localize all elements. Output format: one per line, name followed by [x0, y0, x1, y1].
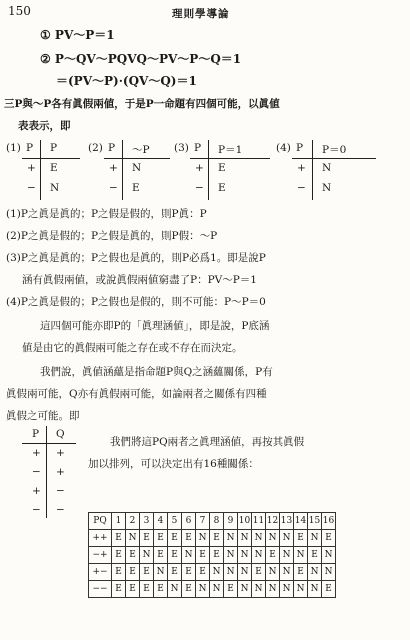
table-cell: − — [27, 182, 36, 194]
table-cell: + — [195, 162, 204, 174]
table-cell: N — [252, 547, 266, 564]
table-id: (1) — [6, 142, 21, 154]
equation-2: ② P～QV～PQVQ～PV～P～Q＝1 — [40, 52, 242, 66]
table-cell: N — [238, 530, 252, 547]
para3-line-2: 加以排列，可以決定出有16種關係： — [88, 458, 259, 470]
table-cell: N — [182, 547, 196, 564]
table-cell: N — [308, 564, 322, 581]
table-row — [89, 564, 336, 581]
table-cell: E — [210, 547, 224, 564]
table-cell: E — [126, 581, 140, 598]
table-col-2: ～P — [132, 144, 150, 156]
table-cell: E — [322, 530, 336, 547]
running-title: 理則學導論 — [172, 8, 230, 20]
table-cell: + — [109, 162, 118, 174]
table-cell: N — [238, 547, 252, 564]
table-cell: E — [224, 581, 238, 598]
table-cell: − — [195, 182, 204, 194]
case-line-3: (3)P之眞是眞的；P之假也是眞的，則P必爲1。即是說P — [6, 252, 266, 264]
table-row — [89, 547, 336, 564]
table-cell: E — [140, 581, 154, 598]
para2-line-1: 我們說，眞値涵蘊是指命題P與Q之涵蘊關係，P有 — [40, 366, 273, 378]
table-cell: E — [154, 530, 168, 547]
table-cell: N — [238, 564, 252, 581]
table-cell: N — [280, 564, 294, 581]
table-cell: 7 — [196, 513, 210, 530]
row-label-cell: −− — [89, 581, 112, 598]
table-col-1: P — [194, 142, 202, 154]
table-cell: 13 — [280, 513, 294, 530]
case-line-4: 涵有眞假兩値，或說眞假兩値窮盡了P：PV～P＝1 — [22, 274, 257, 286]
table-cell: E — [252, 564, 266, 581]
page-number: 150 — [8, 4, 31, 18]
table-cell: E — [112, 564, 126, 581]
table-cell: E — [168, 530, 182, 547]
table-cell: 3 — [140, 513, 154, 530]
table-cell: E — [196, 564, 210, 581]
table-cell: E — [182, 581, 196, 598]
table-cell: N — [168, 581, 182, 598]
table-id: (2) — [88, 142, 103, 154]
table-cell: N — [322, 182, 332, 194]
table-col-2: P＝0 — [322, 144, 347, 156]
table-cell: + — [56, 447, 65, 459]
table-cell: N — [252, 530, 266, 547]
table-cell: N — [280, 530, 294, 547]
table-id: (3) — [174, 142, 189, 154]
table-cell: N — [294, 547, 308, 564]
table-cell: N — [50, 182, 60, 194]
table-cell: 6 — [182, 513, 196, 530]
table-cell: E — [182, 530, 196, 547]
table-cell: E — [168, 564, 182, 581]
table-cell: N — [154, 564, 168, 581]
table-col-1: P — [296, 142, 304, 154]
table-cell: N — [224, 530, 238, 547]
table-cell: E — [168, 547, 182, 564]
table-row — [89, 581, 336, 598]
case-line-7: 値是由它的眞假兩可能之存在或不存在而決定。 — [22, 342, 243, 354]
table-cell: E — [182, 564, 196, 581]
table-cell: E — [132, 182, 140, 194]
table-cell: N — [308, 530, 322, 547]
table-cell: N — [196, 581, 210, 598]
table-cell: E — [140, 564, 154, 581]
table-cell: E — [126, 547, 140, 564]
table-col-2: Q — [56, 428, 65, 440]
case-line-5: (4)P之眞是假的；P之假也是假的，則不可能：P～P＝0 — [6, 296, 266, 308]
table-col-1: P — [32, 428, 40, 440]
table-col-1: P — [108, 142, 116, 154]
table-cell: N — [280, 581, 294, 598]
table-cell: N — [294, 581, 308, 598]
intro-line-1: 三P與～P各有眞假兩値，于是P一命題有四個可能，以眞値 — [4, 98, 280, 110]
table-cell: E — [140, 530, 154, 547]
table-header-row — [89, 513, 336, 530]
table-cell: N — [322, 162, 332, 174]
table-cell: 11 — [252, 513, 266, 530]
table-cell: − — [109, 182, 118, 194]
table-cell: N — [132, 162, 142, 174]
table-col-2: P＝1 — [218, 144, 243, 156]
table-cell: E — [196, 547, 210, 564]
table-cell: N — [196, 530, 210, 547]
table-cell: + — [32, 485, 41, 497]
table-cell: N — [322, 564, 336, 581]
table-cell: − — [56, 504, 65, 516]
table-cell: E — [308, 547, 322, 564]
table-cell: + — [56, 466, 65, 478]
table-cell: E — [154, 547, 168, 564]
table-cell: 4 — [154, 513, 168, 530]
table-cell: E — [112, 547, 126, 564]
table-cell: N — [322, 547, 336, 564]
table-id: (4) — [276, 142, 291, 154]
case-line-1: (1)P之眞是眞的；P之假是假的，則P眞：P — [6, 208, 207, 220]
table-cell: N — [252, 581, 266, 598]
row-label-cell: +− — [89, 564, 112, 581]
table-cell: E — [266, 547, 280, 564]
equation-3: ＝(PV～P)·(QV～Q)＝1 — [56, 74, 197, 88]
table-cell: N — [224, 547, 238, 564]
table-cell: + — [27, 162, 36, 174]
table-cell: − — [32, 504, 41, 516]
table-cell: − — [56, 485, 65, 497]
case-line-2: (2)P之眞是假的；P之假是眞的，則P假：～P — [6, 230, 218, 242]
table-cell: E — [112, 581, 126, 598]
table-cell: N — [210, 564, 224, 581]
para2-line-2: 眞假兩可能，Q亦有眞假兩可能，如論兩者之關係有四種 — [6, 388, 267, 400]
table-cell: E — [210, 530, 224, 547]
table-cell: + — [297, 162, 306, 174]
table-cell: 10 — [238, 513, 252, 530]
table-cell: − — [32, 466, 41, 478]
table-cell: N — [140, 547, 154, 564]
table-cell: N — [126, 530, 140, 547]
table-cell: N — [266, 581, 280, 598]
equation-1: ① PV～P＝1 — [40, 28, 115, 42]
relations-table — [88, 512, 336, 598]
table-col-2: P — [50, 142, 58, 154]
table-cell: 5 — [168, 513, 182, 530]
para3-line-1: 我們將這PQ兩者之眞理涵値，再按其眞假 — [110, 436, 305, 448]
table-cell: E — [112, 530, 126, 547]
case-line-6: 這四個可能亦即P的「眞理涵値」，即是說，P底涵 — [40, 320, 270, 332]
table-cell: E — [322, 581, 336, 598]
para2-line-3: 眞假之可能。即 — [6, 410, 80, 422]
table-cell: E — [154, 581, 168, 598]
intro-line-2: 表表示，即 — [18, 120, 71, 132]
table-cell: N — [238, 581, 252, 598]
table-cell: 12 — [266, 513, 280, 530]
table-cell: 15 — [308, 513, 322, 530]
table-cell: E — [218, 162, 226, 174]
table-cell: N — [266, 564, 280, 581]
table-cell: N — [224, 564, 238, 581]
table-cell: E — [294, 530, 308, 547]
table-cell: E — [218, 182, 226, 194]
table-cell: N — [210, 581, 224, 598]
table-cell: − — [297, 182, 306, 194]
table-cell: + — [32, 447, 41, 459]
table-cell: E — [294, 564, 308, 581]
table-cell: 16 — [322, 513, 336, 530]
table-cell: 9 — [224, 513, 238, 530]
table-col-1: P — [26, 142, 34, 154]
table-cell: 2 — [126, 513, 140, 530]
table-cell: E — [126, 564, 140, 581]
row-label-cell: −+ — [89, 547, 112, 564]
row-label-cell: ++ — [89, 530, 112, 547]
table-cell: N — [266, 530, 280, 547]
table-cell: 1 — [112, 513, 126, 530]
row-label-cell: PQ — [89, 513, 112, 530]
table-cell: E — [50, 162, 58, 174]
table-cell: 8 — [210, 513, 224, 530]
table-row — [89, 530, 336, 547]
table-cell: N — [308, 581, 322, 598]
table-cell: N — [280, 547, 294, 564]
table-cell: 14 — [294, 513, 308, 530]
